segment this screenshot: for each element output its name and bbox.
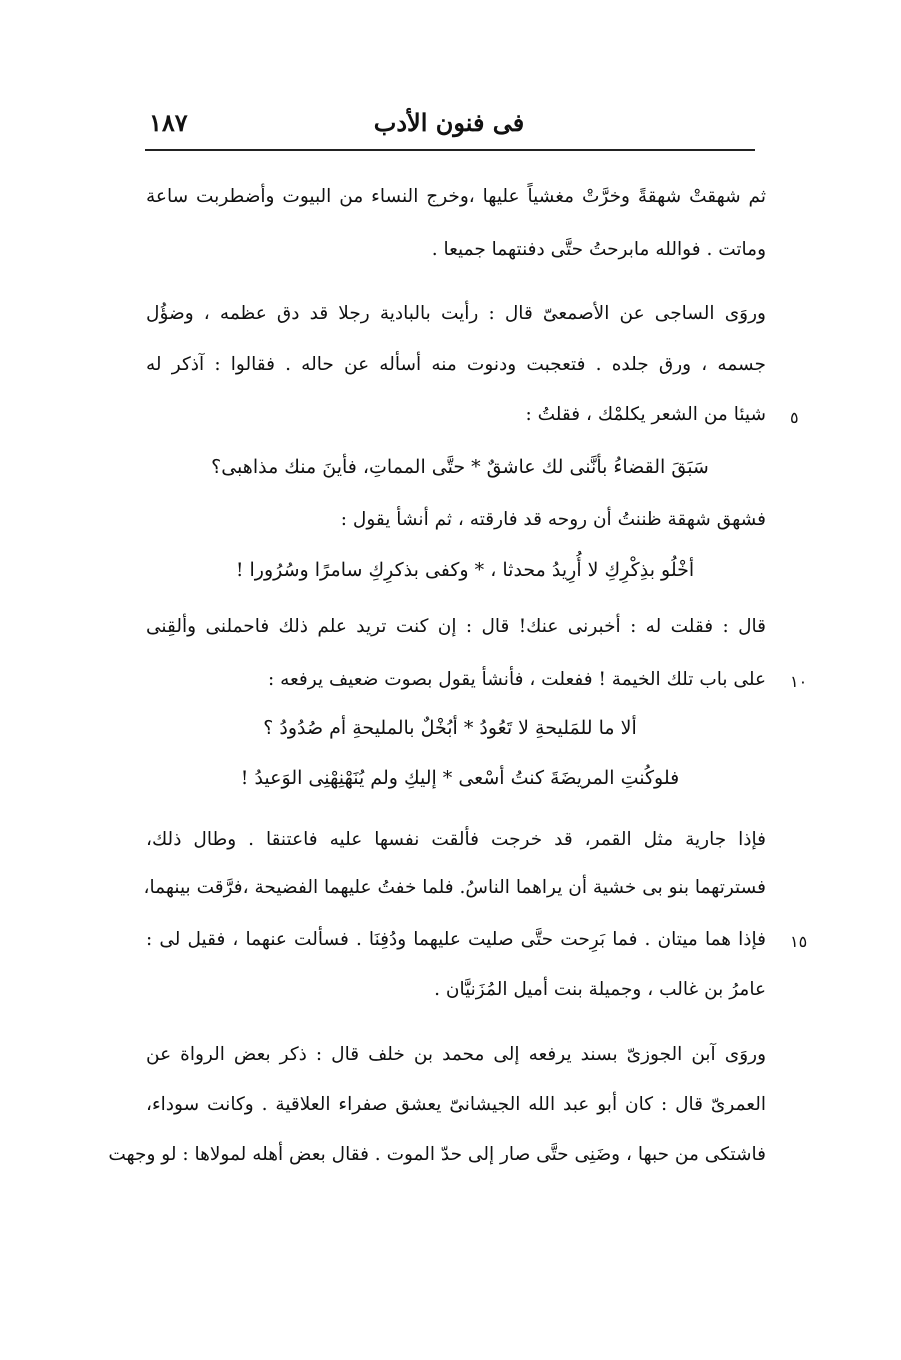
text-line: وروَى الساجى عن الأصمعىّ قال : رأيت بالبادية رجلا قد دق عظمه ، وضؤُل xyxy=(146,303,766,324)
text-line: عامرُ بن غالب ، وجميلة بنت أميل المُزَنيَّان . xyxy=(434,979,766,1000)
text-line: ثم شهقتْ شهقةً وخرَّتْ مغشياً عليها ،وخرج النساء من البيوت وأضطربت ساعة xyxy=(146,186,766,207)
verse-line: فلوكُنتِ المريضَةَ كنتُ أسْعى * إليكِ ولم يُنَهْنِهْنِى الوَعيدُ ! xyxy=(240,767,680,789)
text-line: العمرىّ قال : كان أبو عبد الله الجيشانىّ يعشق صفراء العلاقية . وكانت سوداء، xyxy=(146,1094,766,1115)
line-number-15: ١٥ xyxy=(790,932,808,951)
text-line: فإذا جارية مثل القمر، قد خرجت فألقت نفسها عليه فاعتنقا . وطال ذلك، xyxy=(146,829,766,850)
page-number: ١٨٧ xyxy=(149,108,188,137)
text-line: شيئا من الشعر يكلمْك ، فقلتُ : xyxy=(525,404,766,425)
text-line: قال : فقلت له : أخبرنى عنك! قال : إن كنت تريد علم ذلك فاحملنى وألقِنى xyxy=(146,616,766,637)
text-line: وماتت . فوالله مابرحتُ حتَّى دفنتهما جميعا . xyxy=(431,239,766,260)
verse-line: سَبَقَ القضاءُ بأنَّنى لك عاشقٌ * حتَّى المماتِ، فأينَ منك مذاهبى؟ xyxy=(211,456,709,478)
verse-line: أخْلُو بذِكْرِكِ لا أُرِيدُ محدثا ، * وكفى بذكرِكِ سامرًا وسُرُورا ! xyxy=(235,559,695,581)
text-line: فسترتهما بنو بى خشية أن يراهما الناسُ. فلما خفتُ عليهما الفضيحة ،فرَّقت بينهما، xyxy=(143,877,766,898)
text-line: جسمه ، ورق جلده . فتعجبت ودنوت منه أسأله عن حاله . فقالوا : آذكر له xyxy=(146,354,766,375)
page-header xyxy=(143,100,755,150)
running-title: فى فنون الأدب xyxy=(373,108,525,137)
verse-line: ألا ما للمَليحةِ لا تَعُودُ * أبُخْلٌ بالمليحةِ أم صُدُودُ ؟ xyxy=(263,717,637,739)
text-line: وروَى آبن الجوزىّ بسند يرفعه إلى محمد بن خلف قال : ذكر بعض الرواة عن xyxy=(146,1044,766,1065)
line-number-10: ١٠ xyxy=(790,672,808,691)
line-number-5: ٥ xyxy=(790,408,799,427)
text-line: فاشتكى من حبها ، وضَنِى حتَّى صار إلى حدّ الموت . فقال بعض أهله لمولاها : لو وجهت xyxy=(108,1144,766,1165)
text-line: فشهق شهقة ظننتُ أن روحه قد فارقته ، ثم أنشأ يقول : xyxy=(340,509,766,530)
text-line: على باب تلك الخيمة ! ففعلت ، فأنشأ يقول بصوت ضعيف يرفعه : xyxy=(267,669,766,690)
text-line: فإذا هما ميتان . فما بَرِحت حتَّى صليت عليهما ودُفِنَا . فسألت عنهما ، فقيل لى : xyxy=(146,929,766,950)
header-rule xyxy=(145,149,755,151)
